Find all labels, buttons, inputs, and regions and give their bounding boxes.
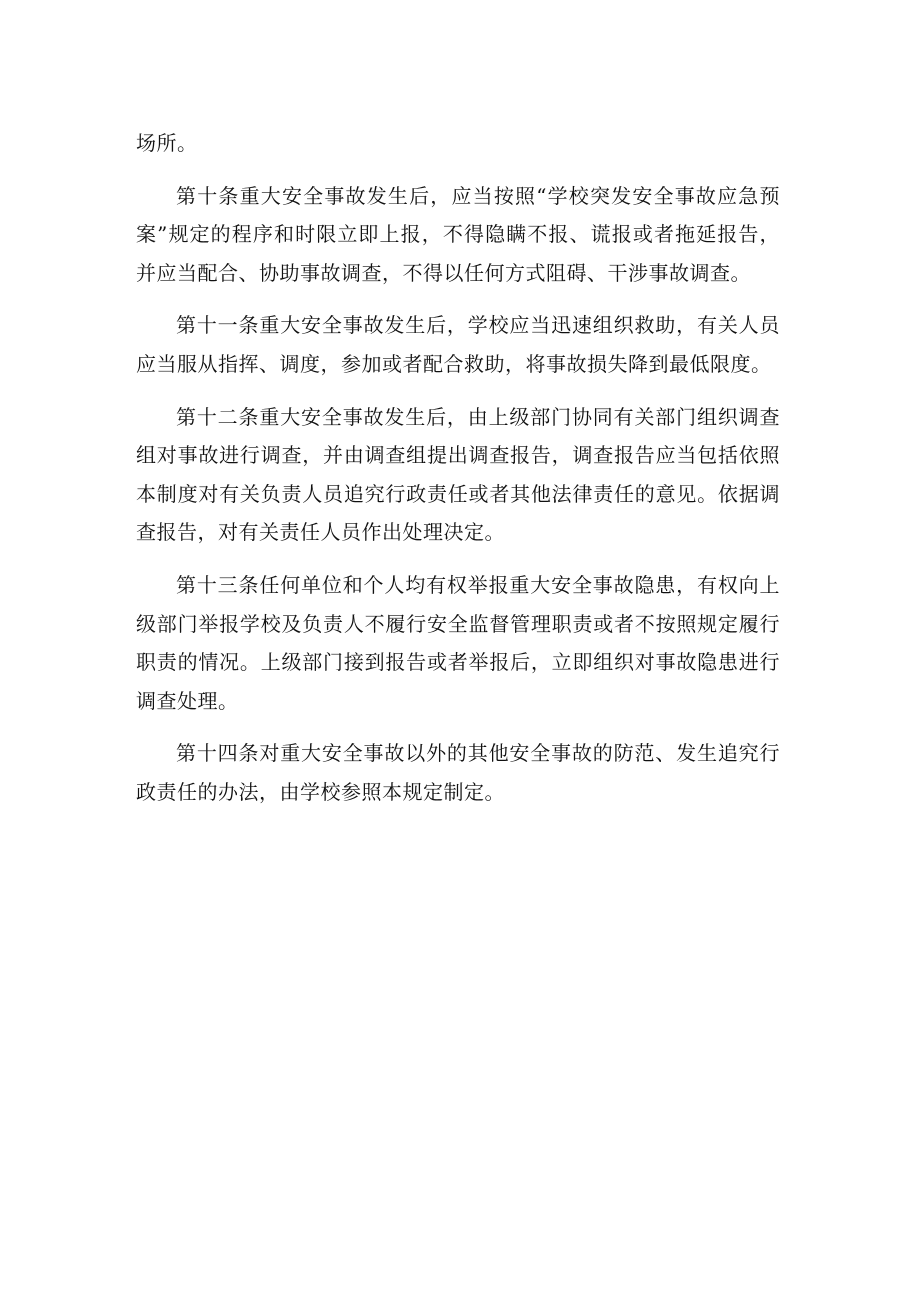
document-body (136, 124, 780, 826)
paragraph-article-12: 第十二条重大安全事故发生后，由上级部门协同有关部门组织调查组对事故进行调查，并由调查组提出调查报告，调查报告应当包括依照本制度对有关负责人员追究行政责任或者其他法律责任的意见。依据调查报告，对有关责任人员作出处理决定。 (136, 404, 780, 545)
paragraph-continuation: 场所。 (136, 131, 198, 155)
paragraph-article-10: 第十条重大安全事故发生后，应当按照“学校突发安全事故应急预案”规定的程序和时限立即上报，不得隐瞒不报、谎报或者拖延报告，并应当配合、协助事故调查，不得以任何方式阻碍、干涉事故调查。 (136, 183, 780, 285)
paragraph-article-13: 第十三条任何单位和个人均有权举报重大安全事故隐患，有权向上级部门举报学校及负责人不履行安全监督管理职责或者不按照规定履行职责的情况。上级部门接到报告或者举报后，立即组织对事故隐患进行调查处理。 (136, 572, 780, 713)
paragraph-article-14: 第十四条对重大安全事故以外的其他安全事故的防范、发生追究行政责任的办法，由学校参照本规定制定。 (136, 741, 780, 804)
paragraph-article-11: 第十一条重大安全事故发生后，学校应当迅速组织救助，有关人员应当服从指挥、调度，参加或者配合救助，将事故损失降到最低限度。 (136, 313, 780, 376)
